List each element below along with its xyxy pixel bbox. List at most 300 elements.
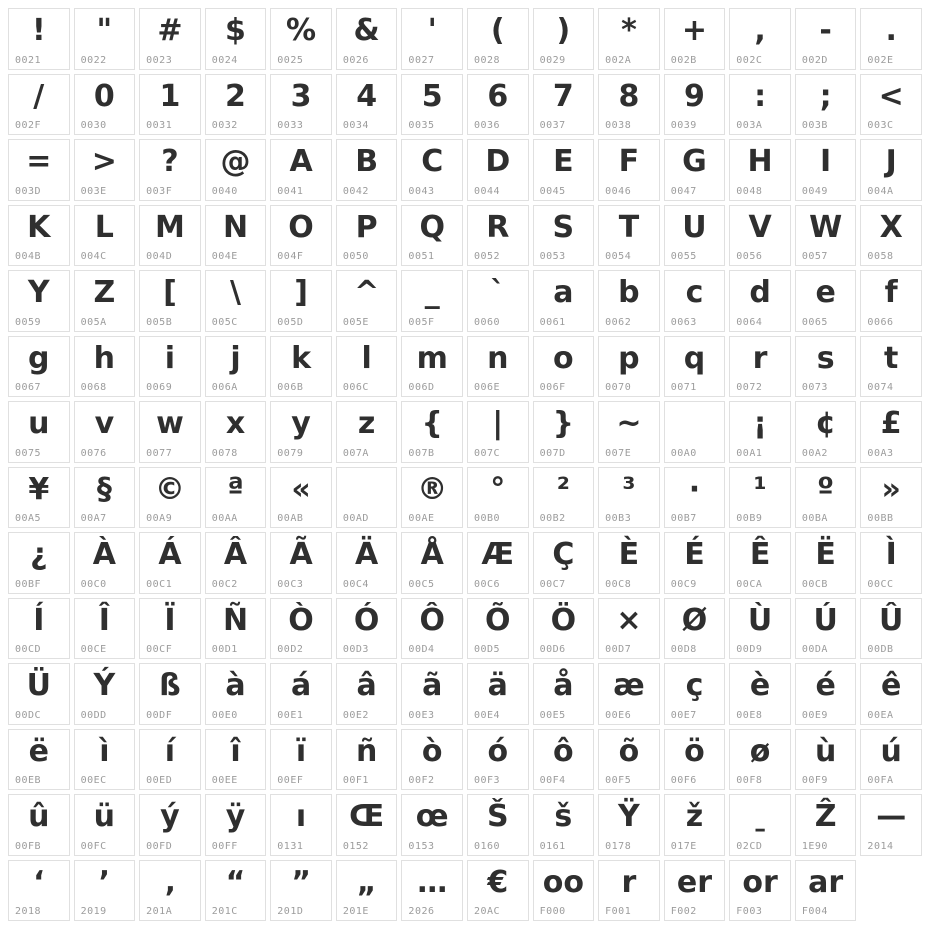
- glyph-cell[interactable]: [664, 729, 726, 791]
- glyph-cell[interactable]: [270, 270, 332, 332]
- glyph-cell[interactable]: [205, 794, 267, 856]
- glyph: ;: [819, 78, 832, 114]
- glyph-cell[interactable]: [598, 467, 660, 529]
- glyph-cell[interactable]: [74, 794, 136, 856]
- glyph-cell[interactable]: [467, 532, 529, 594]
- glyph-cell[interactable]: [401, 401, 463, 463]
- glyph-cell[interactable]: [467, 729, 529, 791]
- glyph-cell[interactable]: [401, 139, 463, 201]
- glyph-cell[interactable]: [401, 532, 463, 594]
- glyph-cell[interactable]: [729, 729, 791, 791]
- glyph-cell[interactable]: [860, 74, 922, 136]
- glyph-cell[interactable]: [205, 860, 267, 922]
- codepoint-label: 0064: [736, 316, 763, 328]
- glyph-cell[interactable]: [664, 270, 726, 332]
- glyph-cell[interactable]: [139, 794, 201, 856]
- glyph-cell[interactable]: [336, 336, 398, 398]
- glyph-cell[interactable]: [205, 598, 267, 660]
- glyph-cell[interactable]: [860, 663, 922, 725]
- glyph-cell[interactable]: [8, 74, 70, 136]
- glyph-cell[interactable]: [8, 467, 70, 529]
- glyph-cell[interactable]: [205, 401, 267, 463]
- glyph-cell[interactable]: [270, 663, 332, 725]
- codepoint-label: 00C0: [80, 578, 107, 590]
- glyph-cell[interactable]: [8, 860, 70, 922]
- glyph-cell[interactable]: [336, 270, 398, 332]
- codepoint-label: 005A: [80, 316, 107, 328]
- glyph: ã: [422, 668, 443, 703]
- glyph: ^: [354, 275, 380, 310]
- codepoint-label: 0063: [670, 316, 697, 328]
- codepoint-label: 00CD: [15, 644, 42, 655]
- glyph-cell[interactable]: [205, 336, 267, 398]
- glyph-cell[interactable]: [533, 336, 595, 398]
- glyph-cell[interactable]: [74, 336, 136, 398]
- glyph-cell[interactable]: [139, 860, 201, 922]
- codepoint-label: 0052: [474, 251, 501, 262]
- glyph-cell[interactable]: [795, 860, 857, 922]
- glyph-cell[interactable]: [467, 74, 529, 136]
- glyph: [665, 402, 725, 446]
- glyph-cell[interactable]: [598, 336, 660, 398]
- glyph: K: [27, 209, 51, 245]
- glyph-cell[interactable]: [336, 467, 398, 529]
- codepoint-label: 0056: [736, 251, 763, 262]
- glyph-cell[interactable]: [467, 205, 529, 267]
- glyph: g: [28, 340, 50, 376]
- glyph-cell[interactable]: [205, 729, 267, 791]
- glyph-cell[interactable]: [795, 663, 857, 725]
- glyph-cell[interactable]: [598, 270, 660, 332]
- glyph-cell[interactable]: [664, 467, 726, 529]
- glyph: F: [618, 144, 640, 179]
- glyph-cell[interactable]: [533, 467, 595, 529]
- codepoint-label: 00E1: [277, 709, 304, 721]
- glyph-cell[interactable]: [795, 401, 857, 463]
- glyph-cell[interactable]: [139, 270, 201, 332]
- glyph: à: [225, 668, 246, 703]
- glyph-cell[interactable]: [401, 205, 463, 267]
- glyph-cell[interactable]: [598, 74, 660, 136]
- codepoint-label: 00FC: [80, 840, 107, 852]
- glyph: ê: [881, 668, 902, 703]
- glyph-cell[interactable]: [8, 663, 70, 725]
- glyph-cell[interactable]: [729, 205, 791, 267]
- glyph-cell[interactable]: [74, 205, 136, 267]
- glyph: |: [492, 406, 504, 441]
- glyph-cell[interactable]: [74, 532, 136, 594]
- glyph-cell[interactable]: [8, 336, 70, 398]
- glyph: `: [490, 275, 506, 310]
- glyph-cell[interactable]: [401, 74, 463, 136]
- glyph: ": [96, 13, 113, 48]
- glyph-cell[interactable]: [860, 8, 922, 70]
- glyph-cell[interactable]: [467, 860, 529, 922]
- glyph-cell[interactable]: [664, 401, 726, 463]
- glyph-cell[interactable]: [533, 74, 595, 136]
- glyph-cell[interactable]: [795, 467, 857, 529]
- glyph-cell[interactable]: [74, 467, 136, 529]
- glyph-cell[interactable]: [270, 532, 332, 594]
- glyph-cell[interactable]: [729, 532, 791, 594]
- glyph-cell[interactable]: [270, 729, 332, 791]
- glyph-cell[interactable]: [664, 74, 726, 136]
- codepoint-label: 005D: [277, 316, 304, 328]
- glyph-cell[interactable]: [139, 729, 201, 791]
- glyph: Û: [879, 602, 904, 638]
- glyph: Æ: [481, 537, 515, 572]
- glyph-cell[interactable]: [598, 794, 660, 856]
- glyph: 9: [684, 78, 705, 114]
- glyph: €: [487, 864, 509, 900]
- glyph-cell[interactable]: [533, 729, 595, 791]
- codepoint-label: 002E: [867, 54, 894, 66]
- glyph-cell[interactable]: [729, 467, 791, 529]
- glyph: ‘: [33, 864, 45, 900]
- codepoint-label: 0047: [670, 185, 697, 197]
- glyph-cell[interactable]: [533, 205, 595, 267]
- codepoint-label: 02CD: [736, 840, 763, 852]
- codepoint-label: 007E: [605, 447, 632, 459]
- glyph-cell[interactable]: [664, 860, 726, 922]
- glyph-cell[interactable]: [401, 467, 463, 529]
- glyph-cell[interactable]: [795, 532, 857, 594]
- glyph: ©: [154, 471, 185, 507]
- glyph-cell[interactable]: [8, 598, 70, 660]
- glyph-cell[interactable]: [598, 598, 660, 660]
- glyph-cell[interactable]: [729, 74, 791, 136]
- glyph-cell[interactable]: [401, 598, 463, 660]
- glyph-cell[interactable]: [533, 532, 595, 594]
- glyph-cell[interactable]: [336, 663, 398, 725]
- glyph-cell[interactable]: [664, 663, 726, 725]
- glyph-cell[interactable]: [598, 532, 660, 594]
- glyph-cell[interactable]: [860, 401, 922, 463]
- glyph-cell[interactable]: [795, 139, 857, 201]
- glyph-cell[interactable]: [598, 729, 660, 791]
- glyph-cell[interactable]: [664, 532, 726, 594]
- glyph-cell[interactable]: [795, 74, 857, 136]
- glyph-cell[interactable]: [336, 401, 398, 463]
- glyph-cell[interactable]: [74, 598, 136, 660]
- glyph-cell[interactable]: [467, 467, 529, 529]
- glyph-cell[interactable]: [139, 663, 201, 725]
- codepoint-label: 007B: [408, 447, 435, 459]
- glyph: Â: [223, 537, 248, 572]
- glyph-cell[interactable]: [533, 598, 595, 660]
- glyph-cell[interactable]: [139, 532, 201, 594]
- glyph-cell[interactable]: [729, 401, 791, 463]
- glyph: \: [230, 275, 241, 310]
- glyph-cell[interactable]: [336, 139, 398, 201]
- glyph: R: [486, 209, 510, 245]
- glyph-cell[interactable]: [336, 860, 398, 922]
- glyph-cell[interactable]: [729, 270, 791, 332]
- glyph: Ý: [93, 668, 116, 703]
- glyph: H: [747, 144, 773, 179]
- glyph-cell[interactable]: [270, 467, 332, 529]
- glyph-cell[interactable]: [8, 8, 70, 70]
- glyph-cell[interactable]: [139, 336, 201, 398]
- glyph-cell[interactable]: [205, 467, 267, 529]
- glyph-cell[interactable]: [729, 336, 791, 398]
- codepoint-label: 002B: [670, 54, 697, 66]
- glyph-cell[interactable]: [8, 532, 70, 594]
- codepoint-label: 0040: [211, 185, 238, 197]
- glyph-cell[interactable]: [467, 401, 529, 463]
- codepoint-label: 0044: [474, 185, 501, 197]
- glyph: ar: [808, 864, 844, 900]
- glyph-cell[interactable]: [270, 401, 332, 463]
- glyph-cell[interactable]: [401, 336, 463, 398]
- glyph-cell[interactable]: [336, 532, 398, 594]
- glyph-cell[interactable]: [467, 336, 529, 398]
- glyph-cell[interactable]: [205, 663, 267, 725]
- glyph-cell[interactable]: [401, 270, 463, 332]
- glyph-cell[interactable]: [467, 8, 529, 70]
- glyph-cell[interactable]: [729, 8, 791, 70]
- glyph-cell[interactable]: [664, 336, 726, 398]
- codepoint-label: 004D: [146, 251, 173, 262]
- glyph: â: [356, 668, 377, 703]
- codepoint-label: 00C2: [211, 578, 238, 590]
- codepoint-label: 00C5: [408, 578, 435, 590]
- glyph-cell[interactable]: [8, 794, 70, 856]
- glyph-cell[interactable]: [598, 663, 660, 725]
- glyph-cell[interactable]: [205, 205, 267, 267]
- glyph-cell[interactable]: [467, 139, 529, 201]
- glyph: @: [220, 144, 251, 179]
- glyph-cell[interactable]: [664, 8, 726, 70]
- glyph-cell[interactable]: [270, 8, 332, 70]
- codepoint-label: 006A: [211, 382, 238, 393]
- codepoint-label: 2018: [15, 906, 42, 917]
- glyph: è: [749, 668, 771, 703]
- glyph-cell[interactable]: [860, 139, 922, 201]
- glyph-cell[interactable]: [139, 401, 201, 463]
- glyph-cell[interactable]: [205, 139, 267, 201]
- glyph-cell[interactable]: [270, 860, 332, 922]
- glyph: -: [819, 13, 832, 48]
- glyph: 0: [93, 78, 115, 114]
- glyph-cell[interactable]: [401, 8, 463, 70]
- glyph-cell[interactable]: [336, 794, 398, 856]
- glyph-cell[interactable]: [8, 205, 70, 267]
- glyph-grid: [8, 8, 922, 922]
- glyph: d: [749, 275, 771, 310]
- glyph-cell[interactable]: [401, 729, 463, 791]
- glyph-cell[interactable]: [336, 8, 398, 70]
- glyph: Ä: [355, 537, 379, 572]
- glyph-cell[interactable]: [74, 860, 136, 922]
- glyph-cell[interactable]: [729, 598, 791, 660]
- glyph: ¥: [28, 471, 50, 507]
- glyph: ò: [421, 733, 443, 769]
- glyph-cell[interactable]: [533, 8, 595, 70]
- glyph-cell[interactable]: [598, 8, 660, 70]
- glyph-cell[interactable]: [860, 598, 922, 660]
- glyph-cell[interactable]: [270, 139, 332, 201]
- glyph-cell[interactable]: [860, 270, 922, 332]
- codepoint-label: 0062: [605, 316, 632, 328]
- codepoint-label: 002D: [801, 54, 828, 66]
- glyph: Ç: [552, 537, 575, 572]
- glyph-cell[interactable]: [729, 794, 791, 856]
- glyph-cell[interactable]: [860, 467, 922, 529]
- glyph-cell[interactable]: [74, 729, 136, 791]
- glyph-cell[interactable]: [533, 794, 595, 856]
- glyph: =: [26, 144, 52, 179]
- glyph-cell[interactable]: [270, 794, 332, 856]
- glyph-cell[interactable]: [729, 860, 791, 922]
- glyph: t: [884, 340, 899, 376]
- glyph-cell[interactable]: [795, 598, 857, 660]
- glyph-cell[interactable]: [74, 139, 136, 201]
- glyph-cell[interactable]: [74, 74, 136, 136]
- glyph-cell[interactable]: [795, 336, 857, 398]
- glyph-cell[interactable]: [74, 8, 136, 70]
- glyph: 7: [552, 78, 574, 114]
- glyph-cell[interactable]: [8, 401, 70, 463]
- glyph-cell[interactable]: [533, 139, 595, 201]
- glyph-cell[interactable]: [270, 598, 332, 660]
- codepoint-label: 00F9: [801, 775, 828, 786]
- glyph-cell[interactable]: [795, 794, 857, 856]
- codepoint-label: 00A9: [146, 513, 173, 524]
- glyph-cell[interactable]: [598, 139, 660, 201]
- codepoint-label: 0059: [15, 316, 42, 328]
- glyph-cell[interactable]: [139, 467, 201, 529]
- glyph-cell[interactable]: [205, 8, 267, 70]
- glyph-cell[interactable]: [467, 794, 529, 856]
- glyph-cell[interactable]: [795, 729, 857, 791]
- glyph: ï: [295, 733, 307, 769]
- glyph-cell[interactable]: [270, 74, 332, 136]
- glyph-cell[interactable]: [664, 139, 726, 201]
- codepoint-label: 00AA: [211, 513, 238, 524]
- glyph: r: [621, 864, 637, 900]
- glyph: %: [286, 13, 317, 48]
- glyph-cell[interactable]: [74, 401, 136, 463]
- glyph-cell[interactable]: [729, 139, 791, 201]
- codepoint-label: 0034: [342, 120, 369, 131]
- glyph-cell[interactable]: [8, 139, 70, 201]
- glyph: í: [164, 733, 176, 769]
- glyph-cell[interactable]: [205, 532, 267, 594]
- glyph-cell[interactable]: [139, 8, 201, 70]
- codepoint-label: 00EF: [277, 775, 304, 786]
- glyph-cell[interactable]: [336, 74, 398, 136]
- glyph-cell[interactable]: [533, 270, 595, 332]
- glyph: or: [742, 864, 778, 900]
- codepoint-label: 0025: [277, 54, 304, 66]
- glyph-cell[interactable]: [860, 336, 922, 398]
- codepoint-label: 0037: [539, 120, 566, 131]
- codepoint-label: 00A3: [867, 447, 894, 459]
- glyph-cell[interactable]: [860, 532, 922, 594]
- glyph-cell[interactable]: [795, 8, 857, 70]
- glyph-cell[interactable]: [270, 336, 332, 398]
- glyph-cell[interactable]: [467, 598, 529, 660]
- glyph: É: [684, 537, 705, 572]
- glyph-cell[interactable]: [270, 205, 332, 267]
- glyph: ¹: [753, 471, 767, 507]
- codepoint-label: 0060: [474, 316, 501, 328]
- glyph-cell[interactable]: [336, 205, 398, 267]
- glyph-cell[interactable]: [860, 729, 922, 791]
- codepoint-label: 00EB: [15, 775, 42, 786]
- glyph-cell[interactable]: [598, 860, 660, 922]
- glyph: Õ: [485, 602, 511, 638]
- glyph-cell[interactable]: [533, 860, 595, 922]
- glyph-cell[interactable]: [139, 598, 201, 660]
- codepoint-label: 00D7: [605, 644, 632, 655]
- glyph-cell[interactable]: [533, 663, 595, 725]
- glyph-cell[interactable]: [467, 663, 529, 725]
- glyph-cell[interactable]: [664, 794, 726, 856]
- glyph-cell[interactable]: [598, 401, 660, 463]
- glyph-cell[interactable]: [533, 401, 595, 463]
- codepoint-label: 002A: [605, 54, 632, 66]
- glyph-cell[interactable]: [860, 794, 922, 856]
- glyph: ¡: [753, 406, 767, 441]
- codepoint-label: 0036: [474, 120, 501, 131]
- codepoint-label: 0061: [539, 316, 566, 328]
- glyph: D: [485, 144, 511, 179]
- codepoint-label: 007C: [474, 447, 501, 459]
- glyph: T: [618, 209, 640, 245]
- glyph-cell[interactable]: [205, 74, 267, 136]
- glyph-cell[interactable]: [729, 663, 791, 725]
- glyph-cell[interactable]: [74, 663, 136, 725]
- codepoint-label: 003A: [736, 120, 763, 131]
- glyph-cell[interactable]: [139, 74, 201, 136]
- glyph-cell[interactable]: [401, 663, 463, 725]
- glyph-cell[interactable]: [74, 270, 136, 332]
- glyph: o: [553, 340, 574, 376]
- glyph: :: [754, 78, 767, 114]
- glyph-cell[interactable]: [401, 860, 463, 922]
- glyph-cell[interactable]: [401, 794, 463, 856]
- glyph: 4: [356, 78, 378, 114]
- glyph-cell[interactable]: [795, 270, 857, 332]
- codepoint-label: 00A2: [801, 447, 828, 459]
- glyph-cell[interactable]: [8, 729, 70, 791]
- glyph-cell[interactable]: [860, 205, 922, 267]
- codepoint-label: 0160: [474, 840, 501, 852]
- glyph-cell[interactable]: [139, 205, 201, 267]
- codepoint-label: 00A1: [736, 447, 763, 459]
- glyph: À: [92, 537, 116, 572]
- glyph-cell[interactable]: [336, 598, 398, 660]
- glyph: §: [96, 471, 112, 507]
- glyph: 3: [290, 78, 312, 114]
- codepoint-label: 003B: [801, 120, 828, 131]
- glyph-cell[interactable]: [795, 205, 857, 267]
- glyph-cell[interactable]: [139, 139, 201, 201]
- glyph-cell[interactable]: [205, 270, 267, 332]
- glyph: n: [487, 340, 509, 376]
- codepoint-label: 00E2: [342, 709, 369, 721]
- glyph-cell[interactable]: [664, 598, 726, 660]
- glyph-cell[interactable]: [8, 270, 70, 332]
- glyph-cell[interactable]: [467, 270, 529, 332]
- glyph: I: [820, 144, 832, 179]
- glyph-cell[interactable]: [664, 205, 726, 267]
- codepoint-label: 002C: [736, 54, 763, 66]
- glyph-cell[interactable]: [336, 729, 398, 791]
- glyph-cell[interactable]: [598, 205, 660, 267]
